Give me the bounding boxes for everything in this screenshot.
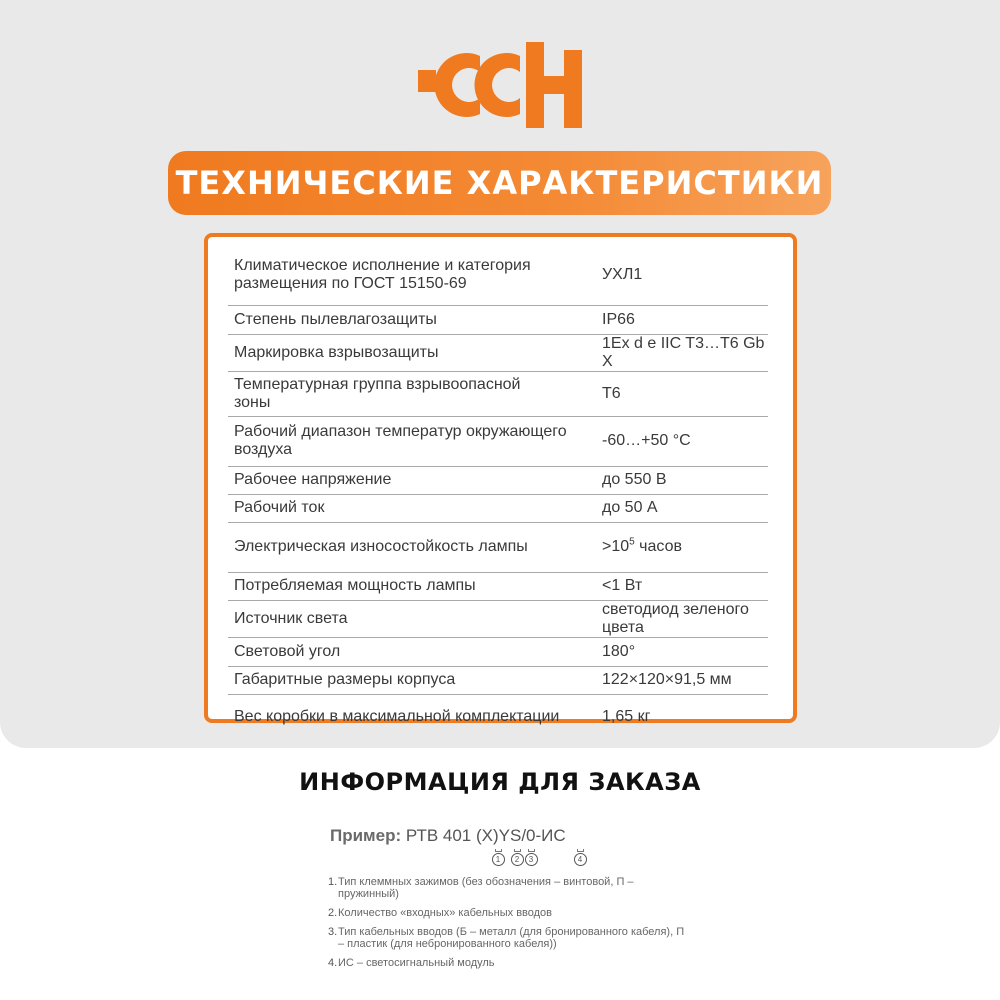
note-text: ИС – светосигнальный модуль [338,957,495,969]
spec-label: Рабочий ток [228,494,594,522]
note-number: 1. [328,876,338,888]
marker-number: 1 [492,853,505,866]
spec-label: Степень пылевлагозащиты [228,305,594,334]
table-row [228,494,768,522]
spec-label: Источник света [228,600,594,637]
note-text: Тип кабельных вводов (Б – металл (для бронированного кабеля), П – пластик (для небронированного кабеля)) [338,926,685,950]
code-marker-3 [524,849,538,866]
specs-box [204,233,797,726]
spec-value: 180° [594,637,768,666]
table-row [228,371,768,416]
table-row [228,305,768,334]
note-text: Тип клеммных зажимов (без обозначения – винтовой, П – пружинный) [338,876,634,900]
table-row [228,666,768,694]
page-title: ТЕХНИЧЕСКИЕ ХАРАКТЕРИСТИКИ [175,164,824,202]
table-row [228,694,768,740]
order-info-title: ИНФОРМАЦИЯ ДЛЯ ЗАКАЗА [299,768,701,796]
list-item [328,907,688,919]
spec-value: УХЛ1 [594,245,768,305]
spec-value: 1,65 кг [602,708,651,726]
spec-value [594,522,768,572]
order-notes [328,876,688,976]
table-row [228,466,768,494]
note-number: 4. [328,957,338,969]
table-row [228,637,768,666]
spec-value: до 550 В [594,466,768,494]
list-item [328,957,688,969]
table-row [228,600,768,637]
table-row [228,416,768,466]
spec-value: -60…+50 °C [594,416,768,466]
marker-tick [577,849,584,852]
spec-label: Электрическая износостойкость лампы [228,522,594,572]
note-number: 3. [328,926,338,938]
marker-tick [514,849,521,852]
table-row [228,522,768,572]
company-logo-icon [418,42,584,128]
table-row [228,334,768,371]
spec-label: Вес коробки в максимальной комплектации [234,708,560,726]
spec-label: Температурная группа взрывоопасной зоны [228,371,594,416]
list-item [328,926,688,950]
spec-value: 122×120×91,5 мм [594,666,768,694]
title-banner [168,151,831,215]
spec-label: Климатическое исполнение и категория размещения по ГОСТ 15150-69 [228,245,594,305]
spec-value: 1Ex d e IIC T3…T6 Gb X [594,334,768,371]
spec-value: до 50 А [594,494,768,522]
table-row [228,245,768,305]
code-marker-4 [573,849,587,866]
code-marker-1 [491,849,505,866]
list-item [328,876,688,900]
spec-label: Световой угол [228,637,594,666]
spec-label: Габаритные размеры корпуса [228,666,594,694]
spec-value-base: >10 [602,538,630,555]
example-label: Пример: [330,826,402,845]
marker-number: 4 [574,853,587,866]
note-text: Количество «входных» кабельных вводов [338,907,553,919]
spec-label: Потребляемая мощность лампы [228,572,594,600]
spec-label: Рабочий диапазон температур окружающего воздуха [228,416,594,466]
spec-value: IP66 [594,305,768,334]
table-row [228,572,768,600]
marker-number: 2 [511,853,524,866]
marker-tick [495,849,502,852]
code-marker-2 [510,849,524,866]
spec-value: Т6 [594,371,768,416]
spec-value-unit: часов [634,538,682,555]
specs-table [228,245,768,740]
marker-number: 3 [525,853,538,866]
order-example [330,826,566,846]
spec-label: Маркировка взрывозащиты [228,334,594,371]
spec-label: Рабочее напряжение [228,466,594,494]
spec-value-exponent: 5 [629,536,635,548]
spec-value: светодиод зеленого цвета [594,600,768,637]
example-code: РТВ 401 (X)YS/0-ИС [405,826,566,845]
note-number: 2. [328,907,338,919]
marker-tick [528,849,535,852]
spec-value: <1 Вт [594,572,768,600]
